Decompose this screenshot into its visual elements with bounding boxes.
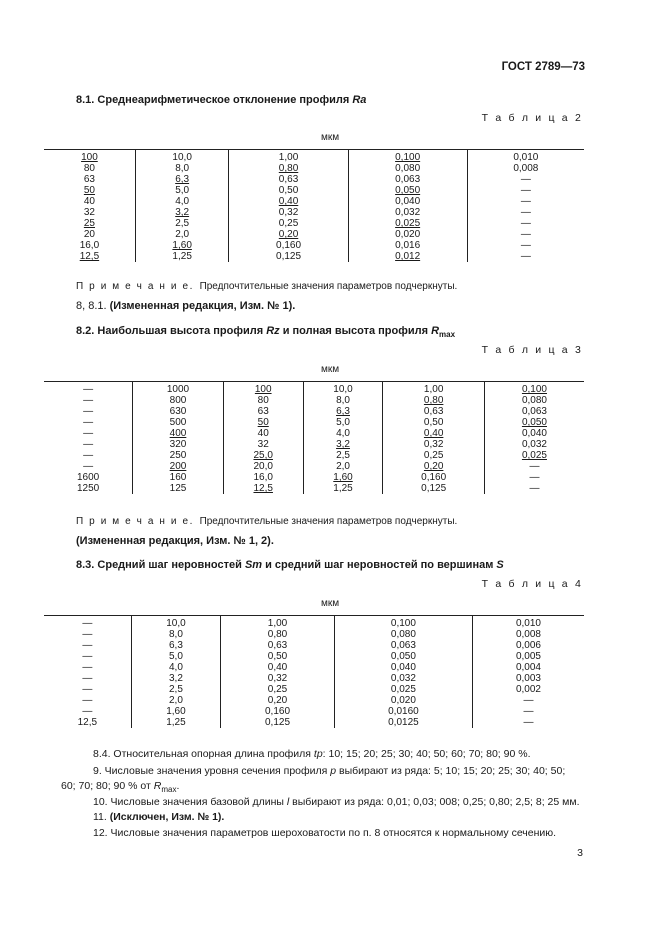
- table-4: [44, 615, 584, 728]
- table-row: [44, 673, 584, 684]
- table-cell: 0,050: [484, 417, 584, 428]
- table-row: [44, 251, 584, 262]
- table-cell: 0,032: [334, 673, 472, 684]
- table-cell: 25: [83, 218, 95, 229]
- table-cell: 8,0: [303, 395, 383, 406]
- table-cell: —: [472, 706, 584, 717]
- table-row: [44, 382, 584, 396]
- table-cell: 2,0: [303, 461, 383, 472]
- table-cell: 1250: [76, 483, 100, 494]
- p9-text-d: .: [176, 780, 180, 792]
- table-cell: —: [82, 706, 93, 717]
- table-cell: 800: [133, 395, 224, 406]
- p10-text-b: выбирают из ряда: 0,01; 0,03; 008; 0,25; 0,80; 2,5; 8; 25 мм.: [289, 796, 580, 808]
- table-cell: 500: [133, 417, 224, 428]
- table-cell: 400: [133, 428, 224, 439]
- section-8-1-param: Ra: [352, 94, 367, 106]
- table-cell: 0,040: [348, 196, 467, 207]
- paragraph-8-4: [93, 747, 531, 762]
- table-2-unit: мкм: [320, 132, 340, 143]
- p11-text-a: 11.: [93, 811, 110, 823]
- table-row: [44, 640, 584, 651]
- paragraph-9: [93, 764, 565, 779]
- table-cell: 40: [223, 428, 303, 439]
- p11-text-b: (Исключен, Изм. № 1).: [109, 811, 225, 823]
- table-cell: 2,0: [131, 695, 220, 706]
- table-cell: 100: [223, 382, 303, 396]
- section-8-3-title: [76, 559, 504, 571]
- table-cell: 12,5: [77, 717, 98, 728]
- table-cell: 0,063: [334, 640, 472, 651]
- paragraph-11: [93, 810, 224, 825]
- p9-param-r: R: [153, 780, 162, 792]
- section-8-3-title-text: 8.3. Средний шаг неровностей: [76, 559, 245, 571]
- table-cell: 0,160: [221, 706, 335, 717]
- table-cell: 0,25: [383, 450, 484, 461]
- table-cell: 0,012: [348, 251, 467, 262]
- table-cell: 1,00: [229, 150, 348, 164]
- table-cell: 0,125: [383, 483, 484, 494]
- table-row: [44, 417, 584, 428]
- table-cell: 0,080: [484, 395, 584, 406]
- table-cell: —: [83, 428, 94, 439]
- table-cell: —: [83, 450, 94, 461]
- table-2-note-text: Предпочтительные значения параметров подчеркнуты.: [199, 281, 458, 292]
- table-cell: 12,5: [223, 483, 303, 494]
- table-cell: 0,50: [221, 651, 335, 662]
- table-cell: —: [472, 717, 584, 728]
- table-row: [44, 395, 584, 406]
- table-row: [44, 196, 584, 207]
- table-cell: 0,025: [484, 450, 584, 461]
- table-cell: 0,63: [229, 174, 348, 185]
- table-3: [44, 381, 584, 494]
- p9-param: р: [330, 765, 337, 777]
- table-cell: —: [467, 174, 584, 185]
- table-3-note-text: Предпочтительные значения параметров подчеркнуты.: [199, 516, 458, 527]
- table-cell: 12,5: [79, 251, 100, 262]
- table-cell: 0,0125: [334, 717, 472, 728]
- table-cell: 0,063: [484, 406, 584, 417]
- table-cell: —: [467, 185, 584, 196]
- table-cell: 5,0: [303, 417, 383, 428]
- amendment-8-1-prefix: 8, 8.1.: [76, 300, 110, 312]
- table-row: [44, 461, 584, 472]
- table-cell: 0,32: [221, 673, 335, 684]
- table-cell: —: [82, 695, 93, 706]
- table-4-label: Т а б л и ц а 4: [481, 578, 583, 590]
- table-3-note: [76, 516, 457, 527]
- table-row: [44, 629, 584, 640]
- p9-text-b: выбирают из ряда: 5; 10; 15; 20; 25; 30; 40; 50;: [336, 765, 566, 777]
- table-cell: 0,0160: [334, 706, 472, 717]
- table-cell: 50: [83, 185, 95, 196]
- table-cell: 0,040: [484, 428, 584, 439]
- p84-text-a: 8.4. Относительная опорная длина профиля: [93, 748, 314, 760]
- table-cell: 0,50: [383, 417, 484, 428]
- p10-param: l: [286, 796, 290, 808]
- table-cell: —: [467, 229, 584, 240]
- amendment-8-1-text: (Измененная редакция, Изм. № 1).: [109, 300, 296, 312]
- table-cell: 40: [83, 196, 95, 207]
- p10-text-a: 10. Числовые значения базовой длины: [93, 796, 287, 808]
- table-cell: —: [82, 662, 93, 673]
- table-row: [44, 240, 584, 251]
- table-cell: 0,40: [383, 428, 484, 439]
- table-cell: 80: [223, 395, 303, 406]
- table-cell: 0,008: [467, 163, 584, 174]
- table-cell: 10,0: [303, 382, 383, 396]
- section-8-2-title: [76, 325, 455, 339]
- table-cell: 1,60: [135, 240, 229, 251]
- table-cell: 20: [83, 229, 95, 240]
- table-cell: 6,3: [131, 640, 220, 651]
- table-cell: —: [82, 651, 93, 662]
- section-8-3-param-s: S: [496, 559, 504, 571]
- table-cell: —: [467, 207, 584, 218]
- table-cell: 1000: [133, 382, 224, 396]
- table-cell: 0,010: [467, 150, 584, 164]
- table-row: [44, 406, 584, 417]
- table-cell: 0,80: [229, 163, 348, 174]
- table-cell: 1,00: [383, 382, 484, 396]
- table-2-label: Т а б л и ц а 2: [481, 112, 583, 124]
- table-row: [44, 207, 584, 218]
- table-cell: —: [44, 616, 131, 630]
- amendment-8-1: [76, 300, 295, 312]
- section-8-1-title-text: 8.1. Среднеарифметическое отклонение профиля: [76, 94, 353, 106]
- table-cell: 100: [44, 150, 135, 164]
- table-row: [44, 163, 584, 174]
- paragraph-12: 12. Числовые значения параметров шероховатости по п. 8 относятся к нормальному сечению.: [93, 827, 557, 839]
- table-row: [44, 684, 584, 695]
- table-cell: 0,80: [221, 629, 335, 640]
- table-row: [44, 439, 584, 450]
- section-8-1-title: [76, 94, 366, 106]
- table-cell: 0,020: [334, 695, 472, 706]
- table-cell: 630: [133, 406, 224, 417]
- table-cell: —: [82, 684, 93, 695]
- table-cell: 2,5: [135, 218, 229, 229]
- table-cell: 16,0: [223, 472, 303, 483]
- table-cell: 0,040: [334, 662, 472, 673]
- table-cell: 1,25: [303, 483, 383, 494]
- table-cell: 8,0: [135, 163, 229, 174]
- section-8-2-param-sub: max: [439, 330, 456, 340]
- table-cell: 0,160: [383, 472, 484, 483]
- table-row: [44, 428, 584, 439]
- table-cell: 1,60: [131, 706, 220, 717]
- table-cell: 5,0: [131, 651, 220, 662]
- table-cell: 160: [133, 472, 224, 483]
- table-cell: 63: [223, 406, 303, 417]
- table-cell: —: [83, 461, 94, 472]
- table-cell: —: [472, 695, 584, 706]
- p9-text-c: 60; 70; 80; 90 % от: [61, 780, 154, 792]
- table-2-note: [76, 281, 457, 292]
- table-cell: —: [83, 439, 94, 450]
- table-cell: —: [484, 472, 584, 483]
- page-number: 3: [577, 847, 583, 859]
- table-cell: 4,0: [303, 428, 383, 439]
- table-cell: 2,5: [131, 684, 220, 695]
- table-cell: 1,00: [221, 616, 335, 630]
- table-cell: 10,0: [131, 616, 220, 630]
- amendment-8-2: [76, 535, 274, 547]
- table-cell: 0,32: [229, 207, 348, 218]
- table-cell: —: [83, 406, 94, 417]
- table-cell: 2,5: [303, 450, 383, 461]
- table-cell: 5,0: [135, 185, 229, 196]
- table-cell: 0,80: [383, 395, 484, 406]
- section-8-2-param-r: R: [431, 325, 440, 337]
- table-cell: 0,016: [348, 240, 467, 251]
- table-cell: 2,0: [135, 229, 229, 240]
- table-cell: 0,160: [229, 240, 348, 251]
- table-cell: 32: [223, 439, 303, 450]
- table-cell: 0,020: [348, 229, 467, 240]
- table-row: [44, 717, 584, 728]
- table-cell: 0,032: [484, 439, 584, 450]
- amendment-8-2-text: (Измененная редакция, Изм. № 1, 2).: [76, 535, 274, 547]
- table-cell: 0,32: [383, 439, 484, 450]
- table-row: [44, 450, 584, 461]
- table-row: [44, 651, 584, 662]
- table-cell: 0,050: [348, 185, 467, 196]
- table-cell: 0,080: [348, 163, 467, 174]
- table-cell: 0,004: [472, 662, 584, 673]
- table-row: [44, 706, 584, 717]
- table-cell: 3,2: [135, 207, 229, 218]
- table-cell: 32: [83, 207, 95, 218]
- table-cell: —: [467, 251, 584, 262]
- table-cell: 4,0: [135, 196, 229, 207]
- table-row: [44, 695, 584, 706]
- table-cell: 0,050: [334, 651, 472, 662]
- table-cell: 0,010: [472, 616, 584, 630]
- table-cell: 0,63: [221, 640, 335, 651]
- table-cell: 0,40: [221, 662, 335, 673]
- table-row: [44, 185, 584, 196]
- table-cell: —: [467, 218, 584, 229]
- table-row: [44, 150, 584, 164]
- p9-text-a: 9. Числовые значения уровня сечения профиля: [93, 765, 331, 777]
- table-cell: —: [467, 240, 584, 251]
- table-cell: 0,080: [334, 629, 472, 640]
- table-row: [44, 472, 584, 483]
- table-cell: 6,3: [135, 174, 229, 185]
- table-cell: 63: [83, 174, 95, 185]
- table-cell: 0,100: [334, 616, 472, 630]
- standard-designation: ГОСТ 2789—73: [501, 61, 585, 73]
- table-cell: 0,002: [472, 684, 584, 695]
- table-cell: —: [484, 483, 584, 494]
- table-cell: —: [484, 461, 584, 472]
- table-cell: —: [82, 629, 93, 640]
- table-cell: 0,006: [472, 640, 584, 651]
- paragraph-10: [93, 795, 580, 810]
- section-8-3-title-mid: и средний шаг неровностей по вершинам: [262, 559, 497, 571]
- table-2: [44, 149, 584, 262]
- table-cell: 6,3: [303, 406, 383, 417]
- table-cell: 0,005: [472, 651, 584, 662]
- table-cell: 0,25: [229, 218, 348, 229]
- table-cell: 250: [133, 450, 224, 461]
- table-cell: —: [83, 395, 94, 406]
- table-cell: 1,60: [303, 472, 383, 483]
- table-cell: 1600: [76, 472, 100, 483]
- p9-param-sub: max: [161, 785, 177, 795]
- table-cell: 16,0: [79, 240, 100, 251]
- table-2-note-label: П р и м е ч а н и е.: [76, 281, 194, 292]
- table-3-note-label: П р и м е ч а н и е.: [76, 516, 194, 527]
- table-cell: 80: [83, 163, 95, 174]
- table-cell: —: [83, 417, 94, 428]
- table-cell: 3,2: [131, 673, 220, 684]
- table-cell: 4,0: [131, 662, 220, 673]
- table-cell: 0,125: [221, 717, 335, 728]
- table-cell: 1,25: [135, 251, 229, 262]
- table-cell: 0,008: [472, 629, 584, 640]
- table-row: [44, 662, 584, 673]
- table-row: [44, 229, 584, 240]
- section-8-2-param-rz: Rz: [266, 325, 280, 337]
- table-cell: 1,25: [131, 717, 220, 728]
- table-cell: 50: [223, 417, 303, 428]
- table-row: [44, 483, 584, 494]
- table-cell: 3,2: [303, 439, 383, 450]
- table-cell: 0,003: [472, 673, 584, 684]
- table-cell: 0,025: [334, 684, 472, 695]
- table-cell: 200: [133, 461, 224, 472]
- table-cell: 125: [133, 483, 224, 494]
- table-cell: 0,20: [229, 229, 348, 240]
- table-cell: —: [82, 673, 93, 684]
- table-cell: 10,0: [135, 150, 229, 164]
- table-cell: —: [44, 382, 133, 396]
- table-4-unit: мкм: [320, 598, 340, 609]
- table-cell: 0,25: [221, 684, 335, 695]
- section-8-3-param-sm: Sm: [244, 559, 263, 571]
- table-cell: 25,0: [223, 450, 303, 461]
- table-cell: 0,125: [229, 251, 348, 262]
- table-cell: 0,032: [348, 207, 467, 218]
- table-cell: 0,100: [484, 382, 584, 396]
- table-row: [44, 616, 584, 630]
- table-cell: 0,50: [229, 185, 348, 196]
- table-cell: —: [467, 196, 584, 207]
- table-3-label: Т а б л и ц а 3: [481, 344, 583, 356]
- table-3-unit: мкм: [320, 364, 340, 375]
- table-cell: 320: [133, 439, 224, 450]
- table-cell: 0,100: [348, 150, 467, 164]
- table-cell: 0,63: [383, 406, 484, 417]
- table-cell: 0,063: [348, 174, 467, 185]
- table-cell: 0,025: [348, 218, 467, 229]
- table-cell: 8,0: [131, 629, 220, 640]
- table-cell: 0,20: [383, 461, 484, 472]
- p84-text-b: : 10; 15; 20; 25; 30; 40; 50; 60; 70; 80; 90 %.: [322, 748, 531, 760]
- table-cell: 0,20: [221, 695, 335, 706]
- table-cell: 0,40: [229, 196, 348, 207]
- table-cell: —: [82, 640, 93, 651]
- section-8-2-title-text: 8.2. Наибольшая высота профиля: [76, 325, 267, 337]
- table-cell: 20,0: [223, 461, 303, 472]
- section-8-2-title-mid: и полная высота профиля: [279, 325, 432, 337]
- p84-param: tp: [313, 748, 323, 760]
- table-row: [44, 218, 584, 229]
- table-row: [44, 174, 584, 185]
